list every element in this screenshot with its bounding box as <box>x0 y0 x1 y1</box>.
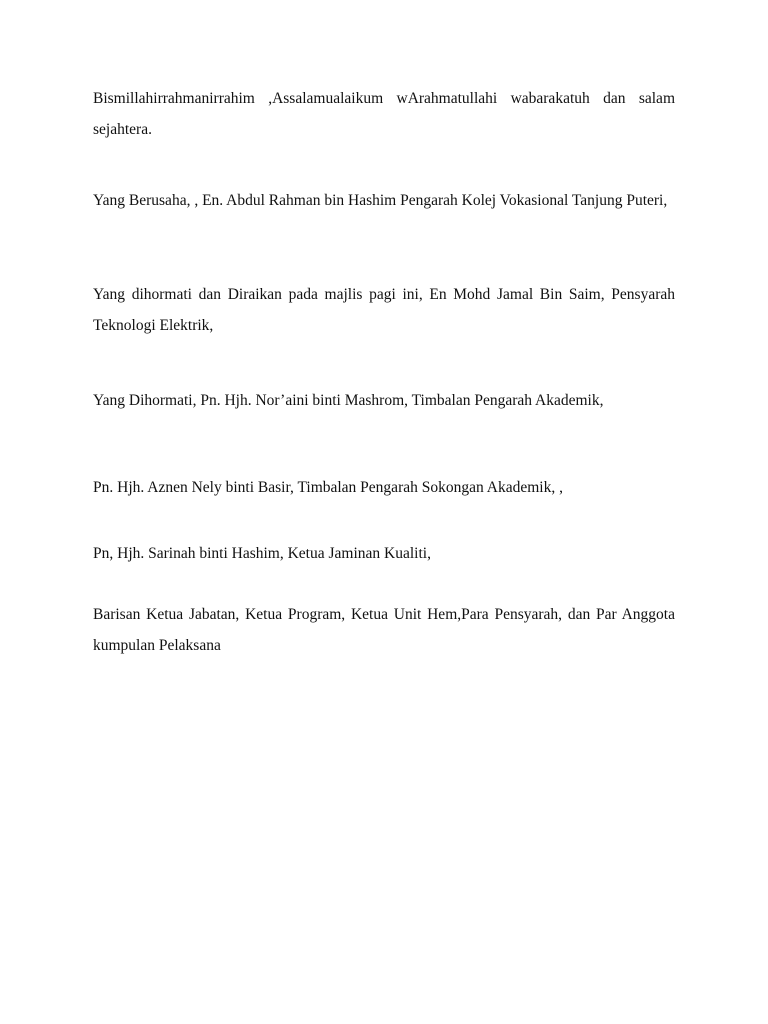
salutation-deputy-academic-support: Pn. Hjh. Aznen Nely binti Basir, Timbalan Pengarah Sokongan Akademik, , <box>93 479 563 496</box>
salutation-director: Yang Berusaha, , En. Abdul Rahman bin Hashim Pengarah Kolej Vokasional Tanjung Puteri, <box>93 192 668 209</box>
greeting-paragraph: Bismillahirrahmanirrahim ,Assalamualaikum wArahmatullahi wabarakatuh dan salam sejahtera. <box>93 90 675 138</box>
salutation-deputy-academic: Yang Dihormati, Pn. Hjh. Nor’aini binti Mashrom, Timbalan Pengarah Akademik, <box>93 392 604 409</box>
salutation-staff: Barisan Ketua Jabatan, Ketua Program, Ketua Unit Hem,Para Pensyarah, dan Par Anggota kumpulan Pelaksana <box>93 606 675 654</box>
salutation-guest-of-honour: Yang dihormati dan Diraikan pada majlis pagi ini, En Mohd Jamal Bin Saim, Pensyarah Teknologi Elektrik, <box>93 286 675 334</box>
salutation-quality-head: Pn, Hjh. Sarinah binti Hashim, Ketua Jaminan Kualiti, <box>93 545 431 562</box>
